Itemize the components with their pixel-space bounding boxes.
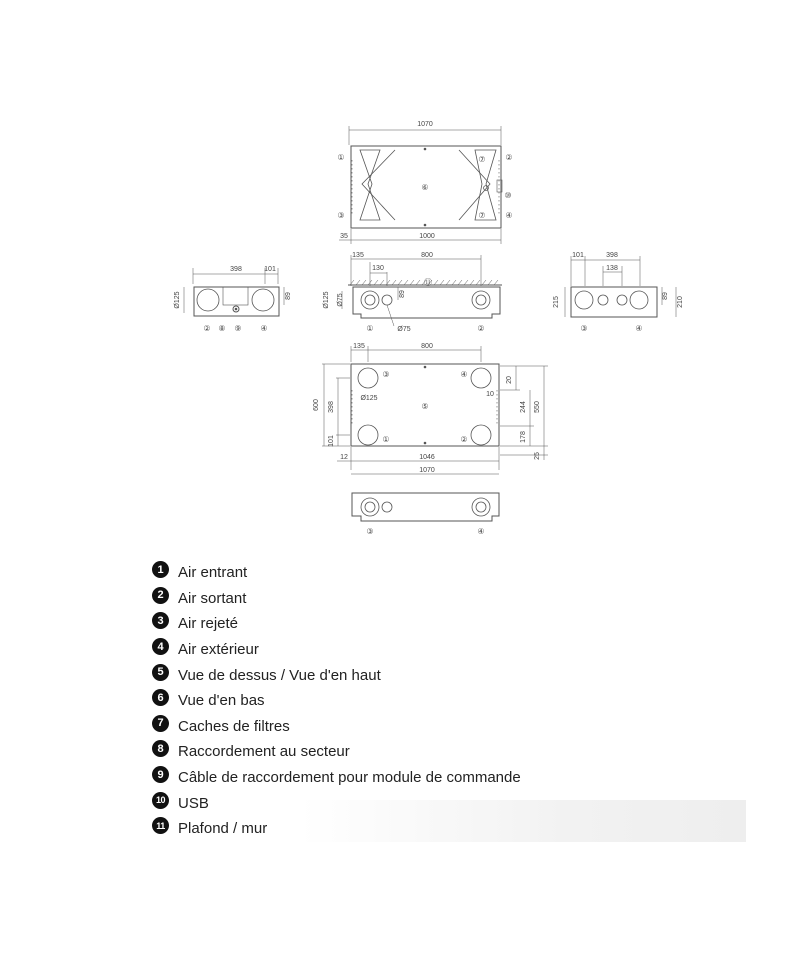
callout-1-front: ① bbox=[366, 324, 374, 333]
callout-3-right: ③ bbox=[580, 324, 588, 333]
legend-item-3 bbox=[152, 611, 752, 637]
dim-top-800: 800 bbox=[421, 343, 433, 350]
dim-top-d125: Ø125 bbox=[360, 395, 378, 402]
dim-top-398: 398 bbox=[328, 401, 335, 413]
dim-side-right-101: 101 bbox=[572, 252, 584, 259]
dim-side-right-398: 398 bbox=[606, 252, 618, 259]
dim-top-12: 12 bbox=[340, 454, 348, 461]
legend-label: Air entrant bbox=[178, 564, 248, 582]
dim-top-1046: 1046 bbox=[419, 454, 435, 461]
dim-front-89: 89 bbox=[399, 290, 406, 298]
callout-11: ⑪ bbox=[424, 278, 432, 287]
legend-badge: 2 bbox=[152, 587, 169, 604]
dim-top-1070: 1070 bbox=[419, 467, 435, 474]
callout-9: ⑨ bbox=[234, 324, 242, 333]
dim-bottom-offset: 35 bbox=[340, 233, 348, 240]
legend-item-11 bbox=[152, 816, 752, 842]
dim-bottom-width: 1070 bbox=[417, 121, 433, 128]
legend-label: Vue d'en bas bbox=[178, 692, 265, 710]
legend-badge: 5 bbox=[152, 664, 169, 681]
legend-badge: 11 bbox=[152, 817, 169, 834]
legend-badge: 7 bbox=[152, 715, 169, 732]
dim-top-25: 25 bbox=[534, 452, 541, 460]
legend-label: USB bbox=[178, 794, 209, 812]
legend-label: Raccordement au secteur bbox=[178, 743, 350, 761]
legend-item-4 bbox=[152, 637, 752, 663]
legend-label: Câble de raccordement pour module de commande bbox=[178, 769, 521, 787]
dim-side-right-210: 210 bbox=[677, 296, 684, 308]
dim-top-244: 244 bbox=[520, 401, 527, 413]
legend-item-1 bbox=[152, 560, 752, 586]
callout-6: ⑥ bbox=[421, 183, 429, 192]
legend-badge: 1 bbox=[152, 561, 169, 578]
legend-label: Air rejeté bbox=[178, 615, 239, 633]
dim-front-800: 800 bbox=[421, 252, 433, 259]
side-view-right-outline bbox=[571, 287, 657, 317]
legend-item-8 bbox=[152, 739, 752, 765]
bottom-view bbox=[337, 121, 512, 244]
side-view-left bbox=[174, 266, 292, 333]
dim-top-101: 101 bbox=[328, 435, 335, 447]
rear-view bbox=[352, 493, 499, 536]
dim-top-550: 550 bbox=[534, 401, 541, 413]
front-view bbox=[323, 252, 502, 333]
dim-side-left-89: 89 bbox=[285, 292, 292, 300]
dim-bottom-inner: 1000 bbox=[419, 233, 435, 240]
callout-7-lower: ⑦ bbox=[478, 211, 486, 220]
top-view bbox=[313, 343, 548, 474]
dim-top-20: 20 bbox=[506, 376, 513, 384]
legend-label: Air extérieur bbox=[178, 641, 259, 659]
rear-view-outline bbox=[352, 493, 499, 521]
legend-item-5 bbox=[152, 662, 752, 688]
callout-2-side: ② bbox=[203, 324, 211, 333]
legend-label: Caches de filtres bbox=[178, 717, 290, 735]
callout-2: ② bbox=[505, 153, 513, 162]
callout-8: ⑧ bbox=[218, 324, 226, 333]
callout-1-top: ① bbox=[382, 435, 390, 444]
legend-label: Plafond / mur bbox=[178, 820, 268, 838]
callout-4: ④ bbox=[505, 211, 513, 220]
callout-4-rear: ④ bbox=[477, 527, 485, 536]
dim-side-right-138: 138 bbox=[606, 265, 618, 272]
dim-top-178: 178 bbox=[520, 431, 527, 443]
callout-2-top: ② bbox=[460, 435, 468, 444]
legend-item-2 bbox=[152, 586, 752, 612]
legend-badge: 8 bbox=[152, 740, 169, 757]
callout-10: ⑩ bbox=[504, 191, 512, 200]
dim-top-600: 600 bbox=[313, 399, 320, 411]
callout-4-top: ④ bbox=[460, 370, 468, 379]
legend-label: Vue de dessus / Vue d'en haut bbox=[178, 666, 381, 684]
legend-item-10 bbox=[152, 790, 752, 816]
legend-badge: 4 bbox=[152, 638, 169, 655]
legend-badge: 9 bbox=[152, 766, 169, 783]
legend-label: Air sortant bbox=[178, 589, 247, 607]
dim-front-d75-b: Ø75 bbox=[397, 326, 411, 333]
legend bbox=[152, 560, 752, 842]
callout-1: ① bbox=[337, 153, 345, 162]
dim-front-130: 130 bbox=[372, 265, 384, 272]
dim-front-d75-a: Ø75 bbox=[337, 293, 344, 307]
legend-badge: 3 bbox=[152, 612, 169, 629]
callout-4-right: ④ bbox=[635, 324, 643, 333]
legend-badge: 10 bbox=[152, 792, 169, 809]
legend-badge: 6 bbox=[152, 689, 169, 706]
dim-front-135: 135 bbox=[352, 252, 364, 259]
dim-side-left-101: 101 bbox=[264, 266, 276, 273]
dim-top-10: 10 bbox=[486, 391, 494, 398]
dim-front-d125: Ø125 bbox=[323, 291, 330, 309]
callout-3: ③ bbox=[337, 211, 345, 220]
callout-3-top: ③ bbox=[382, 370, 390, 379]
dim-side-left-d125: Ø125 bbox=[174, 291, 181, 309]
side-view-right bbox=[553, 252, 684, 333]
callout-7-upper: ⑦ bbox=[478, 155, 486, 164]
legend-item-6 bbox=[152, 688, 752, 714]
callout-4-side: ④ bbox=[260, 324, 268, 333]
dim-side-right-89: 89 bbox=[662, 292, 669, 300]
callout-3-rear: ③ bbox=[366, 527, 374, 536]
dim-side-left-398: 398 bbox=[230, 266, 242, 273]
dim-side-right-215: 215 bbox=[553, 296, 560, 308]
dim-top-135: 135 bbox=[353, 343, 365, 350]
callout-2-front: ② bbox=[477, 324, 485, 333]
callout-5: ⑤ bbox=[421, 402, 429, 411]
legend-item-9 bbox=[152, 765, 752, 791]
legend-item-7 bbox=[152, 714, 752, 740]
